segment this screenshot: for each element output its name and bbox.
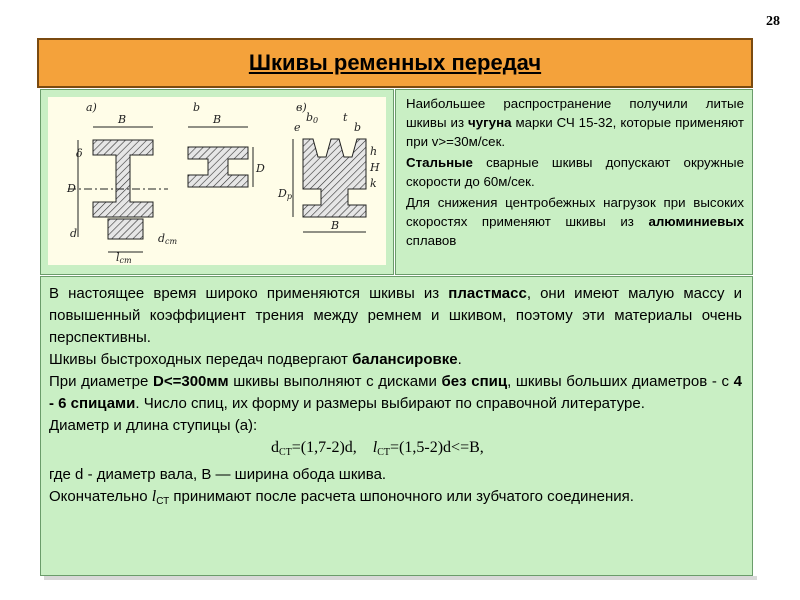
main-paragraph-5: где d - диаметр вала, B — ширина обода шкива. (49, 466, 387, 483)
page-number: 28 (766, 14, 780, 29)
main-paragraph-2: Шкивы быстроходных передач подвергают балансировке. (49, 351, 462, 368)
formula-line: $d_{СТ}=(1,7-2)d$, $l_{СТ}=(1,5-2)d<=B$, (271, 439, 484, 458)
dim-B-v-label: B (331, 219, 340, 232)
dim-h-label: h (370, 145, 378, 158)
side-paragraph-3: Для снижения центробежных нагрузок при высоких скоростях применяют шкивы из алюминиевых сплавов (406, 195, 744, 248)
hub-a (108, 219, 143, 239)
pulley-diagram (48, 97, 386, 265)
dim-D-b-label: D (256, 162, 265, 175)
dim-delta-label: δ (76, 147, 83, 160)
main-paragraph-6: Окончательно $l_{СТ}$ принимают после расчета шпоночного или зубчатого соединения. (49, 488, 634, 507)
side-paragraph-2: Стальные сварные шкивы допускают окружные скорости до 60м/сек. (406, 155, 744, 189)
main-paragraph-1: В настоящее время широко применяются шкивы из пластмасс, они имеют малую массу и повышенный коэффициент трения между ремнем и шкивом, поэтому эти материалы очень перспективны. (49, 285, 743, 346)
main-paragraph-3: При диаметре D<=300мм шкивы выполняют с дисками без спиц, шкивы больших диаметров - с 4 - 6 спицами. Число спиц, их форму и размеры выбирают по справочной литературе. (49, 373, 742, 412)
dim-dst-label: dст (158, 232, 178, 246)
dim-H-label: H (370, 161, 380, 174)
dim-B-b-label: B (213, 113, 222, 126)
main-paragraph-4: Диаметр и длина ступицы (а): (49, 417, 258, 434)
pulley-drawing (48, 97, 386, 265)
dim-e-label: e (294, 121, 301, 134)
dim-t-label: t (343, 111, 348, 124)
dim-lst-label: lст (116, 251, 132, 265)
side-paragraph-1: Наибольшее распространение получили литые шкивы из чугуна марки СЧ 15-32, которые применяют при v>=30м/сек. (406, 96, 744, 149)
dim-b-label: b (354, 121, 362, 134)
dim-d-label: d (70, 227, 78, 240)
label-a: а) (86, 101, 97, 114)
title-bar (37, 38, 753, 88)
label-v: в) (296, 101, 307, 114)
main-text-panel (40, 276, 753, 576)
dim-B-a-label: B (118, 113, 127, 126)
section-v (303, 139, 366, 217)
section-b (188, 147, 248, 187)
dim-k-label: k (370, 177, 377, 190)
figure-panel (40, 89, 394, 275)
page-title: Шкивы ременных передач (248, 50, 542, 75)
dim-b0-label: b0 (306, 111, 319, 125)
side-text-panel (395, 89, 753, 275)
dim-Dp-label: Dр (278, 187, 292, 201)
dim-D-a-label: D (67, 182, 76, 195)
panel-shadow (44, 576, 757, 580)
label-b: b (193, 101, 201, 114)
section-a (93, 140, 153, 217)
